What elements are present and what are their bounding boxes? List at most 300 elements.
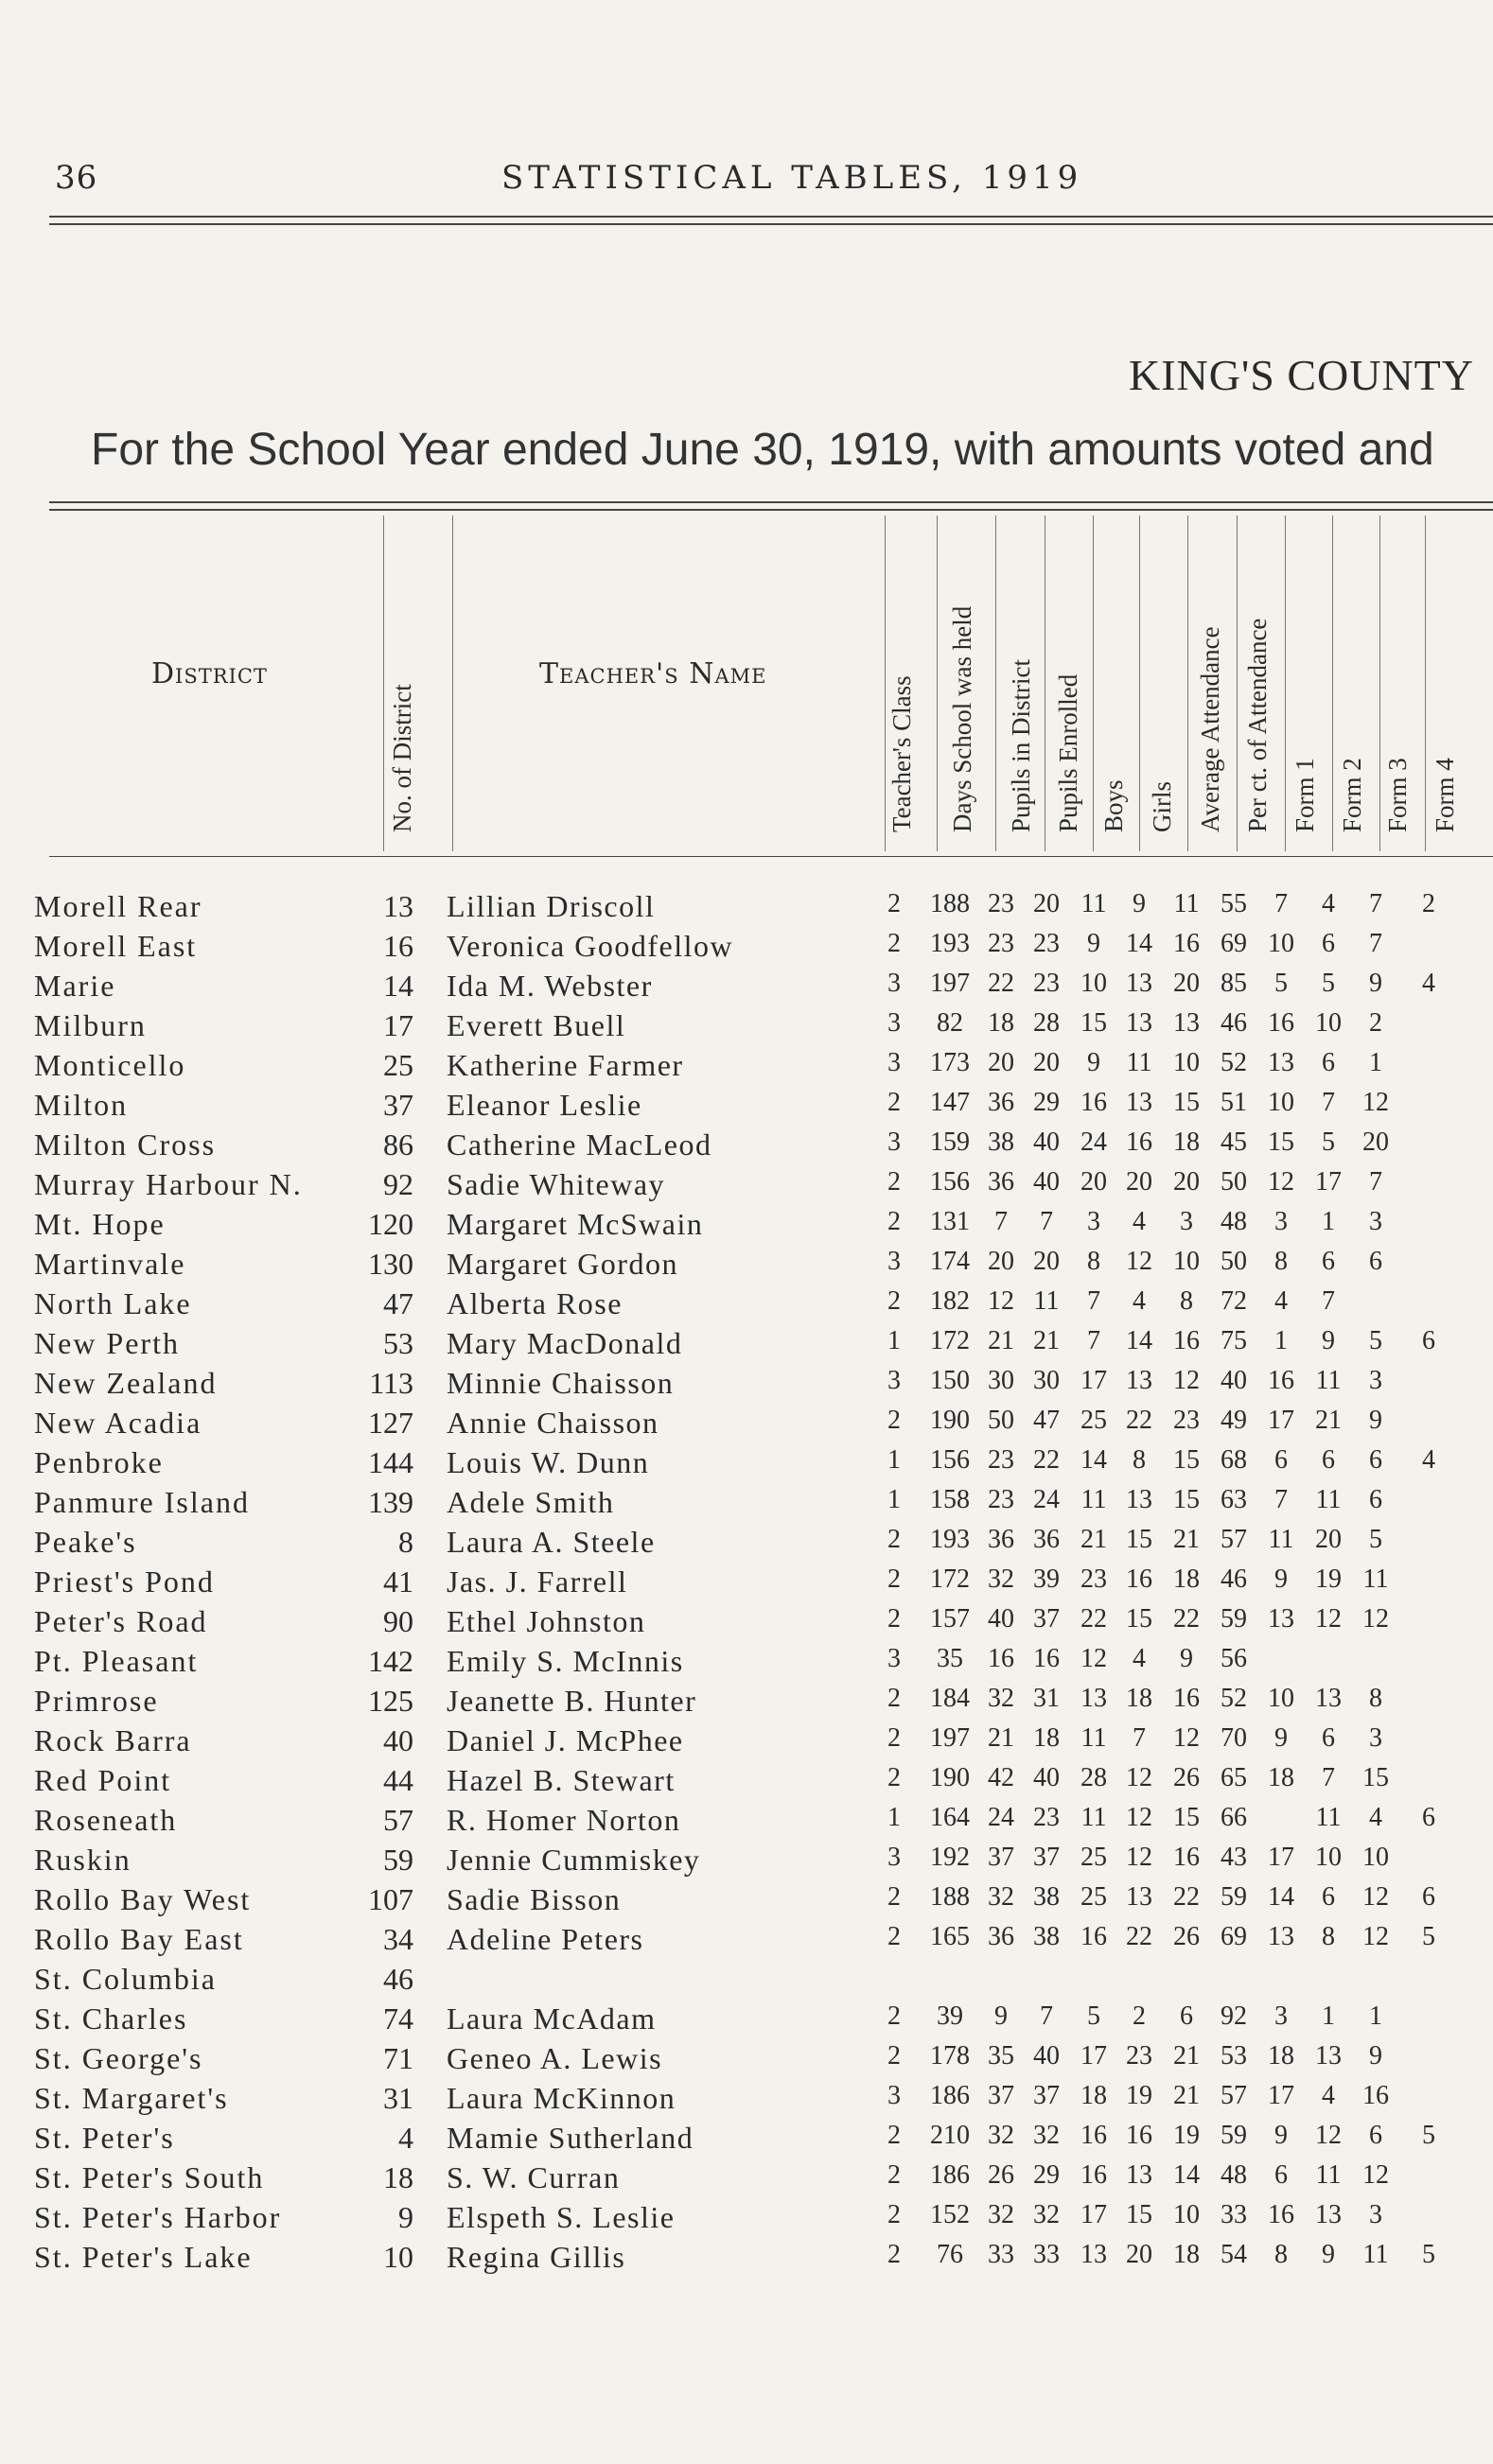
pct-cell: 46 <box>1221 1008 1247 1038</box>
f1-cell: 18 <box>1268 1763 1294 1792</box>
district-cell: St. George's <box>34 2041 203 2075</box>
f3-cell: 3 <box>1369 1366 1382 1395</box>
pd-cell: 32 <box>988 2200 1014 2229</box>
cls-cell: 3 <box>887 2081 901 2110</box>
days-cell: 184 <box>930 1684 970 1713</box>
days-cell: 157 <box>930 1604 970 1634</box>
pe-cell: 47 <box>1033 1406 1060 1435</box>
f3-cell: 12 <box>1362 1604 1389 1634</box>
avg-cell: 12 <box>1173 1723 1200 1753</box>
cls-cell: 2 <box>887 1604 901 1634</box>
district-number-cell: 125 <box>368 1684 413 1718</box>
pd-cell: 23 <box>988 1485 1014 1514</box>
f3-cell: 6 <box>1369 1445 1382 1475</box>
column-divider <box>1093 516 1094 851</box>
district-cell: Panmure Island <box>34 1485 250 1519</box>
girls-cell: 13 <box>1126 1485 1152 1514</box>
district-number-cell: 59 <box>383 1843 413 1877</box>
column-divider <box>1139 516 1140 851</box>
f2-cell: 7 <box>1322 1763 1335 1792</box>
teacher-name-cell: Margaret Gordon <box>447 1247 678 1281</box>
pe-cell: 40 <box>1033 1763 1060 1792</box>
f1-cell: 8 <box>1274 1247 1288 1276</box>
column-divider <box>1379 516 1380 851</box>
column-divider <box>1187 516 1188 851</box>
district-cell: St. Peter's Lake <box>34 2240 253 2274</box>
county-title: KING'S COUNTY <box>1128 351 1474 399</box>
days-cell: 193 <box>930 929 970 958</box>
district-number-cell: 107 <box>368 1882 413 1916</box>
pct-cell: 56 <box>1221 1644 1247 1673</box>
boys-cell: 11 <box>1080 889 1107 918</box>
boys-cell: 21 <box>1080 1525 1107 1554</box>
f4-cell: 6 <box>1422 1803 1435 1832</box>
cls-cell: 1 <box>887 1485 901 1514</box>
district-number-cell: 113 <box>369 1366 413 1400</box>
boys-cell: 5 <box>1087 2001 1100 2031</box>
f4-cell: 5 <box>1422 1922 1435 1951</box>
pd-cell: 18 <box>988 1008 1014 1038</box>
girls-cell: 12 <box>1126 1247 1152 1276</box>
district-cell: Red Point <box>34 1763 172 1797</box>
f2-cell: 6 <box>1322 929 1335 958</box>
f2-cell: 7 <box>1322 1088 1335 1117</box>
days-cell: 158 <box>930 1485 970 1514</box>
f1-cell: 13 <box>1268 1922 1294 1951</box>
f2-cell: 12 <box>1315 2121 1342 2150</box>
f3-cell: 7 <box>1369 889 1382 918</box>
table-row <box>0 1882 1493 1922</box>
avg-cell: 26 <box>1173 1922 1200 1951</box>
avg-cell: 16 <box>1173 929 1200 958</box>
pct-cell: 85 <box>1221 969 1247 998</box>
boys-header: Boys <box>1099 779 1128 832</box>
girls-cell: 9 <box>1133 889 1146 918</box>
district-cell: Rock Barra <box>34 1723 192 1757</box>
avg-cell: 16 <box>1173 1684 1200 1713</box>
pe-cell: 21 <box>1033 1326 1060 1355</box>
no-district-header: No. of District <box>388 684 416 832</box>
table-row <box>0 1644 1493 1684</box>
pct-cell: 66 <box>1221 1803 1247 1832</box>
district-number-cell: 142 <box>368 1644 413 1678</box>
table-row <box>0 1167 1493 1207</box>
f2-cell: 8 <box>1322 1922 1335 1951</box>
days-cell: 165 <box>930 1922 970 1951</box>
f1-cell: 13 <box>1268 1048 1294 1077</box>
pd-cell: 9 <box>994 2001 1008 2031</box>
district-cell: New Acadia <box>34 1406 202 1440</box>
pd-cell: 38 <box>988 1127 1014 1157</box>
table-row <box>0 1406 1493 1445</box>
boys-cell: 10 <box>1080 969 1107 998</box>
cls-cell: 3 <box>887 1366 901 1395</box>
table-row <box>0 1803 1493 1843</box>
f2-cell: 13 <box>1315 1684 1342 1713</box>
cls-cell: 3 <box>887 1127 901 1157</box>
pe-cell: 30 <box>1033 1366 1060 1395</box>
f3-cell: 6 <box>1369 1247 1382 1276</box>
avg-cell: 21 <box>1173 2081 1200 2110</box>
table-row <box>0 889 1493 929</box>
column-divider <box>885 516 886 851</box>
table-top-rule-double <box>49 509 1493 511</box>
pe-cell: 31 <box>1033 1684 1060 1713</box>
pd-cell: 20 <box>988 1247 1014 1276</box>
cls-cell: 2 <box>887 2121 901 2150</box>
avg-cell: 12 <box>1173 1366 1200 1395</box>
avg-cell: 15 <box>1173 1445 1200 1475</box>
avg-cell: 16 <box>1173 1326 1200 1355</box>
boys-cell: 13 <box>1080 1684 1107 1713</box>
pct-cell: 55 <box>1221 889 1247 918</box>
days-cell: 150 <box>930 1366 970 1395</box>
pd-cell: 32 <box>988 2121 1014 2150</box>
district-header: District <box>151 657 268 690</box>
boys-cell: 16 <box>1080 2121 1107 2150</box>
column-divider <box>1425 516 1426 851</box>
f2-cell: 19 <box>1315 1564 1342 1594</box>
teacher-name-cell: Laura McKinnon <box>447 2081 676 2115</box>
district-cell: Penbroke <box>34 1445 164 1479</box>
pct-cell: 72 <box>1221 1286 1247 1316</box>
pe-cell: 29 <box>1033 2160 1060 2190</box>
girls-cell: 12 <box>1126 1763 1152 1792</box>
table-row <box>0 2001 1493 2041</box>
boys-cell: 15 <box>1080 1008 1107 1038</box>
teacher-name-cell: Sadie Bisson <box>447 1882 622 1916</box>
table-row <box>0 1525 1493 1564</box>
boys-cell: 14 <box>1080 1445 1107 1475</box>
pe-cell: 7 <box>1040 1207 1053 1236</box>
cls-cell: 3 <box>887 1247 901 1276</box>
form3-header: Form 3 <box>1383 758 1412 832</box>
teacher-name-cell: Adeline Peters <box>447 1922 644 1956</box>
teacher-name-cell: S. W. Curran <box>447 2160 621 2194</box>
days-cell: 186 <box>930 2160 970 2190</box>
teacher-name-cell: Mamie Sutherland <box>447 2121 694 2155</box>
cls-cell: 2 <box>887 1167 901 1197</box>
pe-cell: 37 <box>1033 1843 1060 1872</box>
boys-cell: 23 <box>1080 1564 1107 1594</box>
pct-cell: 59 <box>1221 2121 1247 2150</box>
pe-cell: 29 <box>1033 1088 1060 1117</box>
f3-cell: 11 <box>1362 1564 1389 1594</box>
f1-cell: 5 <box>1274 969 1288 998</box>
table-row <box>0 929 1493 969</box>
teacher-name-cell: Regina Gillis <box>447 2240 626 2274</box>
f1-cell: 14 <box>1268 1882 1294 1912</box>
f3-cell: 1 <box>1369 2001 1382 2031</box>
district-cell: Morell East <box>34 929 198 963</box>
teacher-name-cell: Everett Buell <box>447 1008 626 1042</box>
f2-cell: 11 <box>1315 2160 1342 2190</box>
table-row <box>0 2240 1493 2280</box>
f1-cell: 3 <box>1274 2001 1288 2031</box>
f1-cell: 15 <box>1268 1127 1294 1157</box>
pct-cell: 59 <box>1221 1604 1247 1634</box>
table-row <box>0 1763 1493 1803</box>
boys-cell: 8 <box>1087 1247 1100 1276</box>
cls-cell: 2 <box>887 1286 901 1316</box>
pct-cell: 69 <box>1221 929 1247 958</box>
boys-cell: 9 <box>1087 929 1100 958</box>
teacher-name-cell: Annie Chaisson <box>447 1406 659 1440</box>
avg-cell: 22 <box>1173 1604 1200 1634</box>
teacher-name-cell: Veronica Goodfellow <box>447 929 734 963</box>
pct-cell: 52 <box>1221 1048 1247 1077</box>
days-cell: 193 <box>930 1525 970 1554</box>
f2-cell: 13 <box>1315 2200 1342 2229</box>
table-row <box>0 1326 1493 1366</box>
f2-cell: 21 <box>1315 1406 1342 1435</box>
days-cell: 188 <box>930 1882 970 1912</box>
district-number-cell: 90 <box>383 1604 413 1638</box>
district-cell: Mt. Hope <box>34 1207 166 1241</box>
days-cell: 186 <box>930 2081 970 2110</box>
cls-cell: 2 <box>887 2001 901 2031</box>
page-number: 36 <box>55 159 98 197</box>
district-cell: Roseneath <box>34 1803 178 1837</box>
pct-cell: 43 <box>1221 1843 1247 1872</box>
district-number-cell: 57 <box>383 1803 413 1837</box>
district-number-cell: 46 <box>383 1962 413 1996</box>
running-head: STATISTICAL TABLES, 1919 <box>501 159 1083 197</box>
pd-cell: 42 <box>988 1763 1014 1792</box>
f3-cell: 12 <box>1362 2160 1389 2190</box>
f1-cell: 8 <box>1274 2240 1288 2269</box>
f3-cell: 6 <box>1369 2121 1382 2150</box>
district-number-cell: 139 <box>368 1485 413 1519</box>
f2-cell: 12 <box>1315 1604 1342 1634</box>
f1-cell: 9 <box>1274 2121 1288 2150</box>
district-cell: Murray Harbour N. <box>34 1167 303 1201</box>
teacher-name-cell: Daniel J. McPhee <box>447 1723 684 1757</box>
cls-cell: 3 <box>887 1008 901 1038</box>
pct-cell: 48 <box>1221 1207 1247 1236</box>
district-number-cell: 18 <box>383 2160 413 2194</box>
avg-cell: 16 <box>1173 1843 1200 1872</box>
f2-cell: 11 <box>1315 1366 1342 1395</box>
district-cell: St. Columbia <box>34 1962 217 1996</box>
district-cell: St. Margaret's <box>34 2081 229 2115</box>
boys-cell: 20 <box>1080 1167 1107 1197</box>
teacher-name-cell: Jennie Cummiskey <box>447 1843 701 1877</box>
avg-cell: 18 <box>1173 1564 1200 1594</box>
girls-cell: 18 <box>1126 1684 1152 1713</box>
pd-cell: 7 <box>994 1207 1008 1236</box>
district-cell: Primrose <box>34 1684 159 1718</box>
table-row <box>0 1286 1493 1326</box>
boys-cell: 17 <box>1080 2200 1107 2229</box>
girls-cell: 13 <box>1126 2160 1152 2190</box>
pd-cell: 37 <box>988 1843 1014 1872</box>
avg-cell: 14 <box>1173 2160 1200 2190</box>
f2-cell: 6 <box>1322 1882 1335 1912</box>
cls-cell: 3 <box>887 969 901 998</box>
boys-cell: 12 <box>1080 1644 1107 1673</box>
district-number-cell: 13 <box>383 889 413 923</box>
district-number-cell: 17 <box>383 1008 413 1042</box>
district-cell: Ruskin <box>34 1843 132 1877</box>
pct-cell: 69 <box>1221 1922 1247 1951</box>
avg-cell: 15 <box>1173 1088 1200 1117</box>
pe-cell: 11 <box>1033 1286 1060 1316</box>
f4-cell: 4 <box>1422 969 1435 998</box>
days-cell: 182 <box>930 1286 970 1316</box>
girls-cell: 23 <box>1126 2041 1152 2071</box>
district-number-cell: 44 <box>383 1763 413 1797</box>
f2-cell: 5 <box>1322 969 1335 998</box>
girls-cell: 22 <box>1126 1406 1152 1435</box>
pe-cell: 18 <box>1033 1723 1060 1753</box>
pe-cell: 32 <box>1033 2200 1060 2229</box>
table-row <box>0 2200 1493 2240</box>
avg-cell: 11 <box>1173 889 1200 918</box>
district-number-cell: 41 <box>383 1564 413 1599</box>
cls-cell: 2 <box>887 2240 901 2269</box>
district-number-cell: 120 <box>368 1207 413 1241</box>
boys-cell: 7 <box>1087 1286 1100 1316</box>
days-cell: 164 <box>930 1803 970 1832</box>
f1-cell: 9 <box>1274 1564 1288 1594</box>
f3-cell: 5 <box>1369 1525 1382 1554</box>
f1-cell: 17 <box>1268 1406 1294 1435</box>
pe-cell: 36 <box>1033 1525 1060 1554</box>
f1-cell: 10 <box>1268 1088 1294 1117</box>
f2-cell: 4 <box>1322 889 1335 918</box>
pd-cell: 50 <box>988 1406 1014 1435</box>
pe-cell: 22 <box>1033 1445 1060 1475</box>
boys-cell: 11 <box>1080 1485 1107 1514</box>
pd-cell: 37 <box>988 2081 1014 2110</box>
avg-attendance-header: Average Attendance <box>1196 626 1224 832</box>
teacher-name-cell: Margaret McSwain <box>447 1207 704 1241</box>
pct-cell: 40 <box>1221 1366 1247 1395</box>
f2-cell: 10 <box>1315 1843 1342 1872</box>
boys-cell: 25 <box>1080 1882 1107 1912</box>
f3-cell: 9 <box>1369 2041 1382 2071</box>
f3-cell: 12 <box>1362 1922 1389 1951</box>
pct-cell: 57 <box>1221 1525 1247 1554</box>
girls-cell: 20 <box>1126 1167 1152 1197</box>
pe-cell: 16 <box>1033 1644 1060 1673</box>
pct-cell: 53 <box>1221 2041 1247 2071</box>
f2-cell: 7 <box>1322 1286 1335 1316</box>
table-row <box>0 2081 1493 2121</box>
girls-cell: 11 <box>1126 1048 1152 1077</box>
days-cell: 173 <box>930 1048 970 1077</box>
column-divider <box>1332 516 1333 851</box>
f3-cell: 15 <box>1362 1763 1389 1792</box>
f1-cell: 12 <box>1268 1167 1294 1197</box>
f3-cell: 10 <box>1362 1843 1389 1872</box>
pd-cell: 23 <box>988 929 1014 958</box>
pd-cell: 23 <box>988 1445 1014 1475</box>
avg-cell: 9 <box>1180 1644 1193 1673</box>
days-cell: 174 <box>930 1247 970 1276</box>
f2-cell: 6 <box>1322 1247 1335 1276</box>
column-divider <box>937 516 938 851</box>
pd-cell: 36 <box>988 1922 1014 1951</box>
district-number-cell: 14 <box>383 969 413 1003</box>
pct-cell: 33 <box>1221 2200 1247 2229</box>
girls-cell: 13 <box>1126 1088 1152 1117</box>
district-number-cell: 74 <box>383 2001 413 2036</box>
f1-cell: 9 <box>1274 1723 1288 1753</box>
f3-cell: 7 <box>1369 1167 1382 1197</box>
pe-cell: 23 <box>1033 969 1060 998</box>
pct-cell: 51 <box>1221 1088 1247 1117</box>
girls-cell: 16 <box>1126 1564 1152 1594</box>
f4-cell: 6 <box>1422 1326 1435 1355</box>
days-cell: 152 <box>930 2200 970 2229</box>
days-cell: 190 <box>930 1763 970 1792</box>
teacher-name-cell: Eleanor Leslie <box>447 1088 642 1122</box>
pd-cell: 30 <box>988 1366 1014 1395</box>
pe-cell: 33 <box>1033 2240 1060 2269</box>
days-cell: 147 <box>930 1088 970 1117</box>
pct-cell: 68 <box>1221 1445 1247 1475</box>
days-cell: 35 <box>937 1644 963 1673</box>
pct-cell: 45 <box>1221 1127 1247 1157</box>
days-cell: 131 <box>930 1207 970 1236</box>
days-cell: 159 <box>930 1127 970 1157</box>
girls-header: Girls <box>1148 781 1176 832</box>
pd-cell: 35 <box>988 2041 1014 2071</box>
pe-cell: 37 <box>1033 1604 1060 1634</box>
days-cell: 197 <box>930 1723 970 1753</box>
pe-cell: 40 <box>1033 2041 1060 2071</box>
cls-cell: 3 <box>887 1048 901 1077</box>
f1-cell: 16 <box>1268 1366 1294 1395</box>
district-number-cell: 40 <box>383 1723 413 1757</box>
boys-cell: 13 <box>1080 2240 1107 2269</box>
f2-cell: 6 <box>1322 1723 1335 1753</box>
boys-cell: 17 <box>1080 2041 1107 2071</box>
teacher-name-cell: Lillian Driscoll <box>447 889 656 923</box>
pd-cell: 21 <box>988 1326 1014 1355</box>
table-row <box>0 1564 1493 1604</box>
pe-cell: 37 <box>1033 2081 1060 2110</box>
district-cell: St. Peter's Harbor <box>34 2200 282 2234</box>
cls-cell: 2 <box>887 1723 901 1753</box>
district-number-cell: 16 <box>383 929 413 963</box>
table-row <box>0 1127 1493 1167</box>
days-cell: 76 <box>937 2240 963 2269</box>
girls-cell: 13 <box>1126 1882 1152 1912</box>
table-row <box>0 2160 1493 2200</box>
district-cell: Martinvale <box>34 1247 186 1281</box>
f3-cell: 2 <box>1369 1008 1382 1038</box>
f3-cell: 7 <box>1369 929 1382 958</box>
girls-cell: 20 <box>1126 2240 1152 2269</box>
district-cell: Milton <box>34 1088 129 1122</box>
cls-cell: 2 <box>887 2160 901 2190</box>
f1-cell: 17 <box>1268 2081 1294 2110</box>
days-cell: 39 <box>937 2001 963 2031</box>
f2-cell: 11 <box>1315 1485 1342 1514</box>
days-cell: 82 <box>937 1008 963 1038</box>
pct-cell: 57 <box>1221 2081 1247 2110</box>
cls-cell: 2 <box>887 2041 901 2071</box>
girls-cell: 4 <box>1133 1207 1146 1236</box>
f4-cell: 6 <box>1422 1882 1435 1912</box>
district-number-cell: 47 <box>383 1286 413 1320</box>
avg-cell: 15 <box>1173 1485 1200 1514</box>
pe-cell: 40 <box>1033 1127 1060 1157</box>
cls-cell: 3 <box>887 1644 901 1673</box>
